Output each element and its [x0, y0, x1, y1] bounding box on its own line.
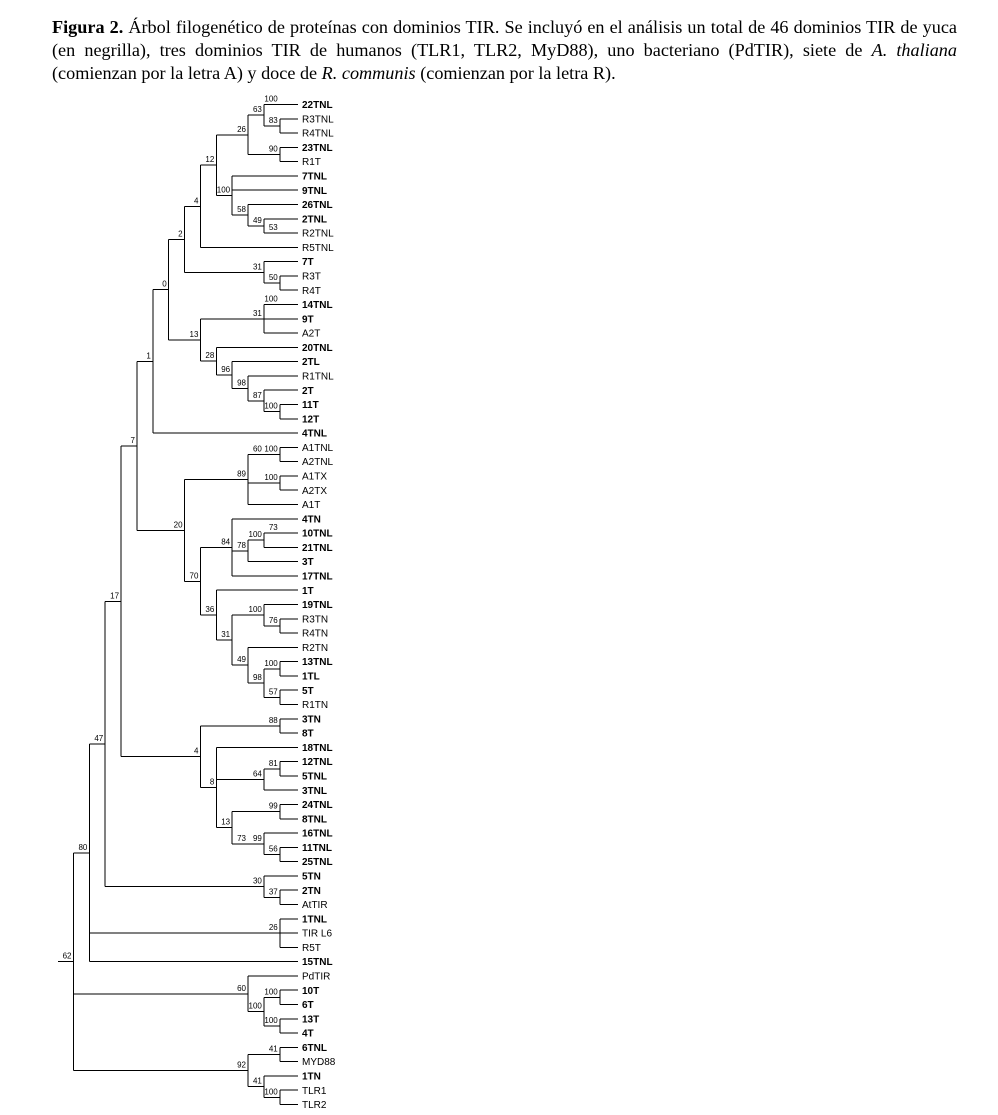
figure-label: Figura 2.: [52, 17, 124, 37]
bootstrap-value: 37: [268, 887, 278, 897]
taxon-label: 20TNL: [302, 342, 333, 354]
caption-text-2: (comienzan por la letra A) y doce de: [52, 63, 322, 83]
taxon-label: R1T: [302, 157, 321, 169]
bootstrap-value: 62: [62, 951, 72, 961]
taxon-label: R4TN: [302, 628, 329, 640]
taxon-label: 4TN: [302, 514, 321, 526]
taxon-label: R3TNL: [302, 114, 334, 126]
taxon-label: 3TN: [302, 714, 321, 726]
taxon-label: 2TNL: [302, 214, 327, 226]
bootstrap-value: 73: [237, 833, 247, 843]
bootstrap-value: 100: [264, 473, 278, 483]
taxon-label: 2TL: [302, 357, 320, 369]
bootstrap-value: 64: [252, 769, 262, 779]
bootstrap-value: 63: [252, 105, 262, 115]
bootstrap-value: 100: [248, 530, 262, 540]
taxon-label: R3TN: [302, 614, 329, 626]
taxon-label: 13T: [302, 1014, 320, 1026]
taxon-label: R4TNL: [302, 128, 334, 140]
bootstrap-value: 84: [221, 537, 231, 547]
taxon-label: 18TNL: [302, 742, 333, 754]
bootstrap-value: 100: [216, 185, 231, 195]
bootstrap-value: 36: [205, 605, 215, 615]
taxon-label: 5TN: [302, 871, 321, 883]
taxon-label: 14TNL: [302, 300, 333, 312]
taxon-label: 23TNL: [302, 142, 333, 154]
caption-text-3: (comienzan por la letra R).: [415, 63, 616, 83]
bootstrap-value: 31: [221, 630, 231, 640]
taxon-label: 8TNL: [302, 814, 327, 826]
bootstrap-value: 100: [264, 294, 278, 304]
taxon-label: 1T: [302, 585, 314, 597]
taxon-label: 19TNL: [302, 600, 333, 612]
bootstrap-value: 81: [268, 758, 278, 768]
bootstrap-value: 98: [252, 673, 262, 683]
taxon-label: R2TNL: [302, 228, 334, 240]
bootstrap-value: 100: [264, 444, 278, 454]
bootstrap-value: 90: [268, 144, 278, 154]
bootstrap-value: 88: [268, 715, 278, 725]
taxon-label: 26TNL: [302, 200, 333, 212]
bootstrap-value: 78: [237, 540, 247, 550]
bootstrap-value: 99: [252, 833, 262, 843]
taxon-label: 10T: [302, 985, 320, 997]
bootstrap-value: 100: [264, 658, 278, 668]
taxon-label: 1TN: [302, 1071, 321, 1083]
bootstrap-value: 26: [237, 124, 247, 134]
bootstrap-value: 100: [264, 1015, 278, 1025]
bootstrap-value: 56: [268, 844, 278, 854]
bootstrap-value: 100: [264, 987, 278, 997]
bootstrap-value: 12: [205, 155, 215, 165]
taxon-label: 1TL: [302, 671, 320, 683]
taxon-label: 15TNL: [302, 957, 333, 969]
bootstrap-value: 13: [189, 329, 199, 339]
taxon-label: 8T: [302, 728, 314, 740]
bootstrap-value: 83: [268, 115, 278, 125]
bootstrap-value: 60: [237, 983, 247, 993]
bootstrap-value: 100: [248, 605, 262, 615]
bootstrap-value: 41: [268, 1044, 278, 1054]
taxon-label: 4TNL: [302, 428, 327, 440]
bootstrap-value: 73: [268, 523, 278, 533]
bootstrap-value: 20: [173, 520, 183, 530]
taxon-label: 5T: [302, 685, 314, 697]
bootstrap-value: 80: [78, 842, 88, 852]
taxon-label: 11TNL: [302, 842, 333, 854]
bootstrap-value: 58: [237, 205, 247, 215]
bootstrap-value: 4: [193, 746, 199, 756]
taxon-label: R5TNL: [302, 242, 334, 254]
bootstrap-value: 47: [94, 733, 104, 743]
bootstrap-value: 31: [252, 308, 262, 318]
taxon-label: R1TNL: [302, 371, 334, 383]
taxon-label: 22TNL: [302, 100, 333, 112]
taxon-label: 13TNL: [302, 657, 333, 669]
taxon-label: A1TNL: [302, 442, 334, 454]
bootstrap-value: 2: [178, 229, 183, 239]
taxon-label: 4T: [302, 1028, 314, 1040]
bootstrap-value: 100: [264, 1087, 278, 1097]
taxon-label: R1TN: [302, 700, 329, 712]
bootstrap-value: 100: [264, 94, 278, 104]
taxon-label: A2T: [302, 328, 321, 340]
taxon-label: 25TNL: [302, 857, 333, 869]
bootstrap-value: 17: [110, 591, 120, 601]
taxon-label: 12TNL: [302, 757, 333, 769]
taxon-label: 10TNL: [302, 528, 333, 540]
bootstrap-value: 87: [252, 390, 262, 400]
taxon-label: TIR L6: [302, 928, 333, 940]
caption-species-r-communis: R. communis: [321, 63, 416, 83]
taxon-label: 24TNL: [302, 800, 333, 812]
bootstrap-value: 100: [264, 401, 278, 411]
bootstrap-value: 92: [237, 1060, 247, 1070]
bootstrap-value: 1: [146, 351, 151, 361]
bootstrap-value: 0: [162, 279, 167, 289]
bootstrap-value: 57: [268, 687, 278, 697]
taxon-label: 1TNL: [302, 914, 327, 926]
taxon-label: R2TN: [302, 642, 329, 654]
taxon-label: 12T: [302, 414, 320, 426]
caption-species-a-thaliana: A. thaliana: [871, 40, 957, 60]
taxon-label: 9TNL: [302, 185, 327, 197]
bootstrap-value: 26: [268, 923, 278, 933]
bootstrap-value: 50: [268, 273, 278, 283]
taxon-label: 17TNL: [302, 571, 333, 583]
taxon-label: TLR2: [302, 1100, 327, 1112]
taxon-label: 9T: [302, 314, 314, 326]
taxon-label: R4T: [302, 285, 321, 297]
bootstrap-value: 31: [252, 262, 262, 272]
bootstrap-value: 100: [248, 1001, 262, 1011]
bootstrap-value: 60: [252, 444, 262, 454]
taxon-label: 7T: [302, 257, 314, 269]
taxon-label: TLR1: [302, 1085, 327, 1097]
taxon-label: A2TNL: [302, 457, 334, 469]
bootstrap-value: 53: [268, 223, 278, 233]
bootstrap-value: 99: [268, 801, 278, 811]
taxon-label: 3T: [302, 557, 314, 569]
bootstrap-value: 8: [209, 777, 215, 787]
taxon-label: MYD88: [302, 1057, 336, 1069]
taxon-label: R3T: [302, 271, 321, 283]
taxon-label: 6TNL: [302, 1042, 327, 1054]
taxon-label: AtTIR: [302, 900, 328, 912]
bootstrap-value: 49: [252, 215, 262, 225]
bootstrap-value: 4: [193, 196, 199, 206]
taxon-label: 16TNL: [302, 828, 333, 840]
bootstrap-value: 13: [221, 817, 231, 827]
taxon-label: 3TNL: [302, 785, 327, 797]
taxon-label: 2T: [302, 385, 314, 397]
taxon-label: 2TN: [302, 885, 321, 897]
bootstrap-value: 7: [130, 435, 135, 445]
bootstrap-value: 70: [189, 571, 199, 581]
bootstrap-value: 96: [221, 365, 231, 375]
taxon-label: 6T: [302, 1000, 314, 1012]
taxon-label: PdTIR: [302, 971, 331, 983]
taxon-label: R5T: [302, 942, 321, 954]
taxon-label: A1TX: [302, 471, 328, 483]
caption-text-1: Árbol filogenético de proteínas con dominios TIR. Se incluyó en el análisis un total de 46 dominios TIR de yuca (en negrilla), tres dominios TIR de humanos (TLR1, TLR2, MyD88), uno bacteriano (PdTIR), siete de: [52, 17, 958, 60]
bootstrap-value: 30: [252, 876, 262, 886]
taxon-label: 5TNL: [302, 771, 327, 783]
bootstrap-value: 28: [205, 351, 215, 361]
taxon-label: 11T: [302, 400, 319, 412]
taxon-label: 7TNL: [302, 171, 327, 183]
taxon-label: A2TX: [302, 485, 328, 497]
bootstrap-value: 49: [237, 655, 247, 665]
bootstrap-value: 98: [237, 378, 247, 388]
bootstrap-value: 41: [252, 1076, 262, 1086]
taxon-label: 21TNL: [302, 542, 333, 554]
bootstrap-value: 89: [237, 469, 247, 479]
taxon-label: A1T: [302, 500, 321, 512]
bootstrap-value: 76: [268, 615, 278, 625]
